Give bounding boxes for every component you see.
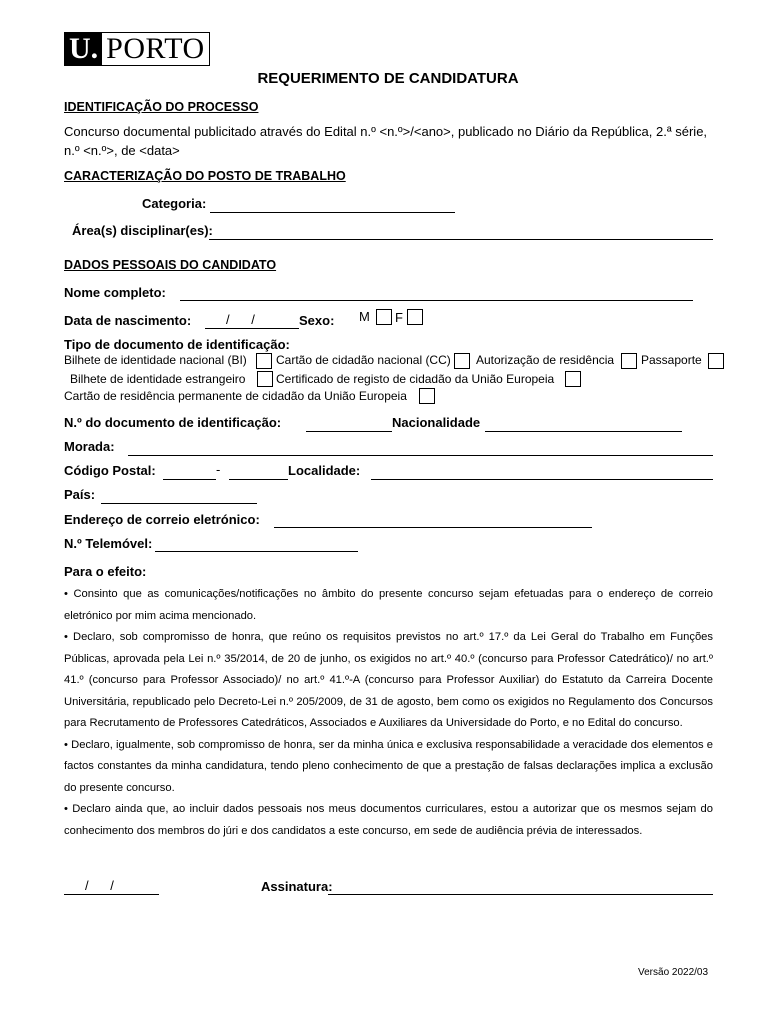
logo-porto: PORTO	[102, 32, 210, 66]
nascimento-label: Data de nascimento:	[64, 313, 192, 328]
efeito-declarations	[64, 584, 713, 842]
doc-bi-estrangeiro-checkbox[interactable]	[257, 371, 273, 387]
pais-label: País:	[64, 487, 96, 502]
doc-num-field[interactable]	[306, 431, 392, 432]
declaration-4: • Declaro ainda que, ao incluir dados pessoais nos meus documentos curriculares, estou a autorizar que os mesmos sejam do conhecimento dos membros do júri e dos candidatos a este concurso, em sede de audiência prévia de interessados.	[64, 803, 713, 837]
doc-type-label: Tipo de documento de identificação:	[64, 337, 290, 352]
doc-bi-estrangeiro-label: Bilhete de identidade estrangeiro	[70, 372, 246, 386]
nascimento-slashes: / /	[226, 312, 255, 327]
doc-num-label: N.º do documento de identificação:	[64, 415, 282, 430]
nome-field[interactable]	[180, 300, 693, 301]
version-label: Versão 2022/03	[638, 967, 709, 978]
u-porto-logo	[64, 32, 210, 66]
logo-u: U.	[64, 32, 102, 66]
doc-certificado-ue-label: Certificado de registo de cidadão da União Europeia	[276, 372, 555, 386]
areas-label: Área(s) disciplinar(es):	[72, 223, 213, 238]
email-label: Endereço de correio eletrónico:	[64, 512, 260, 527]
post-heading: CARACTERIZAÇÃO DO POSTO DE TRABALHO	[64, 169, 346, 183]
process-heading: IDENTIFICAÇÃO DO PROCESSO	[64, 100, 259, 114]
declaration-3: • Declaro, igualmente, sob compromisso de honra, ser da minha única e exclusiva responsabilidade a veracidade dos elementos e factos constantes da minha candidatura, tendo pleno conhecimento de que a prestação de falsas declarações implica a exclusão do presente concurso.	[64, 738, 713, 794]
sexo-m-label: M	[359, 309, 370, 324]
sexo-f-checkbox[interactable]	[407, 309, 423, 325]
areas-field[interactable]	[209, 239, 713, 240]
nacionalidade-field[interactable]	[485, 431, 682, 432]
localidade-label: Localidade:	[288, 463, 361, 478]
doc-cc-label: Cartão de cidadão nacional (CC)	[276, 353, 451, 367]
categoria-label: Categoria:	[142, 196, 207, 211]
categoria-field[interactable]	[210, 212, 455, 213]
doc-residencia-ue-checkbox[interactable]	[419, 388, 435, 404]
codigo-postal-field-1[interactable]	[163, 479, 216, 480]
nacionalidade-label: Nacionalidade	[392, 415, 481, 430]
doc-residencia-label: Autorização de residência	[476, 353, 615, 367]
process-line-2: n.º <n.º>, de <data>	[64, 143, 180, 158]
doc-residencia-ue-label: Cartão de residência permanente de cidadão da União Europeia	[64, 389, 407, 403]
doc-cc-checkbox[interactable]	[454, 353, 470, 369]
assinatura-field[interactable]	[328, 894, 713, 895]
morada-field[interactable]	[128, 455, 713, 456]
declaration-1: • Consinto que as comunicações/notificações no âmbito do presente concurso sejam efetuadas para o endereço de correio eletrónico por mim acima mencionado.	[64, 588, 713, 622]
process-line-1: Concurso documental publicitado através do Edital n.º <n.º>/<ano>, publicado no Diário da República, 2.ª série,	[64, 124, 708, 139]
assinatura-label: Assinatura:	[261, 879, 333, 894]
efeito-heading: Para o efeito:	[64, 564, 147, 579]
nome-label: Nome completo:	[64, 285, 166, 300]
doc-passaporte-label: Passaporte	[641, 353, 702, 367]
doc-residencia-checkbox[interactable]	[621, 353, 637, 369]
email-field[interactable]	[274, 527, 592, 528]
codigo-postal-label: Código Postal:	[64, 463, 156, 478]
sexo-label: Sexo:	[299, 313, 335, 328]
nascimento-field[interactable]	[205, 328, 299, 329]
page-title: REQUERIMENTO DE CANDIDATURA	[257, 70, 519, 87]
personal-heading: DADOS PESSOAIS DO CANDIDATO	[64, 258, 277, 272]
codigo-postal-field-2[interactable]	[229, 479, 288, 480]
sexo-m-checkbox[interactable]	[376, 309, 392, 325]
doc-bi-checkbox[interactable]	[256, 353, 272, 369]
codigo-postal-dash: -	[216, 462, 221, 477]
declaration-2: • Declaro, sob compromisso de honra, que reúno os requisitos previstos no art.º 17.º da Lei Geral do Trabalho em Funções Públicas, aprovada pela Lei n.º 35/2014, de 20 de junho, os exigidos no art.º 40.º (concurso para Professor Catedrático)/ no art.º 41.º (concurso para Professor Associado)/ no art.º 41.º-A (concurso para Professor Auxiliar) do Estatuto da Carreira Docente Universitária, republicado pelo Decreto-Lei n.º 205/2009, de 31 de agosto, bem como os exigidos no Regulamento dos Concursos para Recrutamento de Professores Catedráticos, Associados e Auxiliares da Universidade do Porto, e no Edital do concurso.	[64, 631, 713, 729]
morada-label: Morada:	[64, 439, 115, 454]
doc-certificado-ue-checkbox[interactable]	[565, 371, 581, 387]
sexo-f-label: F	[395, 310, 403, 325]
signature-date-slashes: / /	[85, 878, 114, 893]
pais-field[interactable]	[101, 503, 257, 504]
doc-bi-label: Bilhete de identidade nacional (BI)	[64, 353, 247, 367]
telemovel-field[interactable]	[155, 551, 358, 552]
signature-date-field[interactable]	[64, 894, 159, 895]
localidade-field[interactable]	[371, 479, 713, 480]
telemovel-label: N.º Telemóvel:	[64, 536, 153, 551]
doc-passaporte-checkbox[interactable]	[708, 353, 724, 369]
